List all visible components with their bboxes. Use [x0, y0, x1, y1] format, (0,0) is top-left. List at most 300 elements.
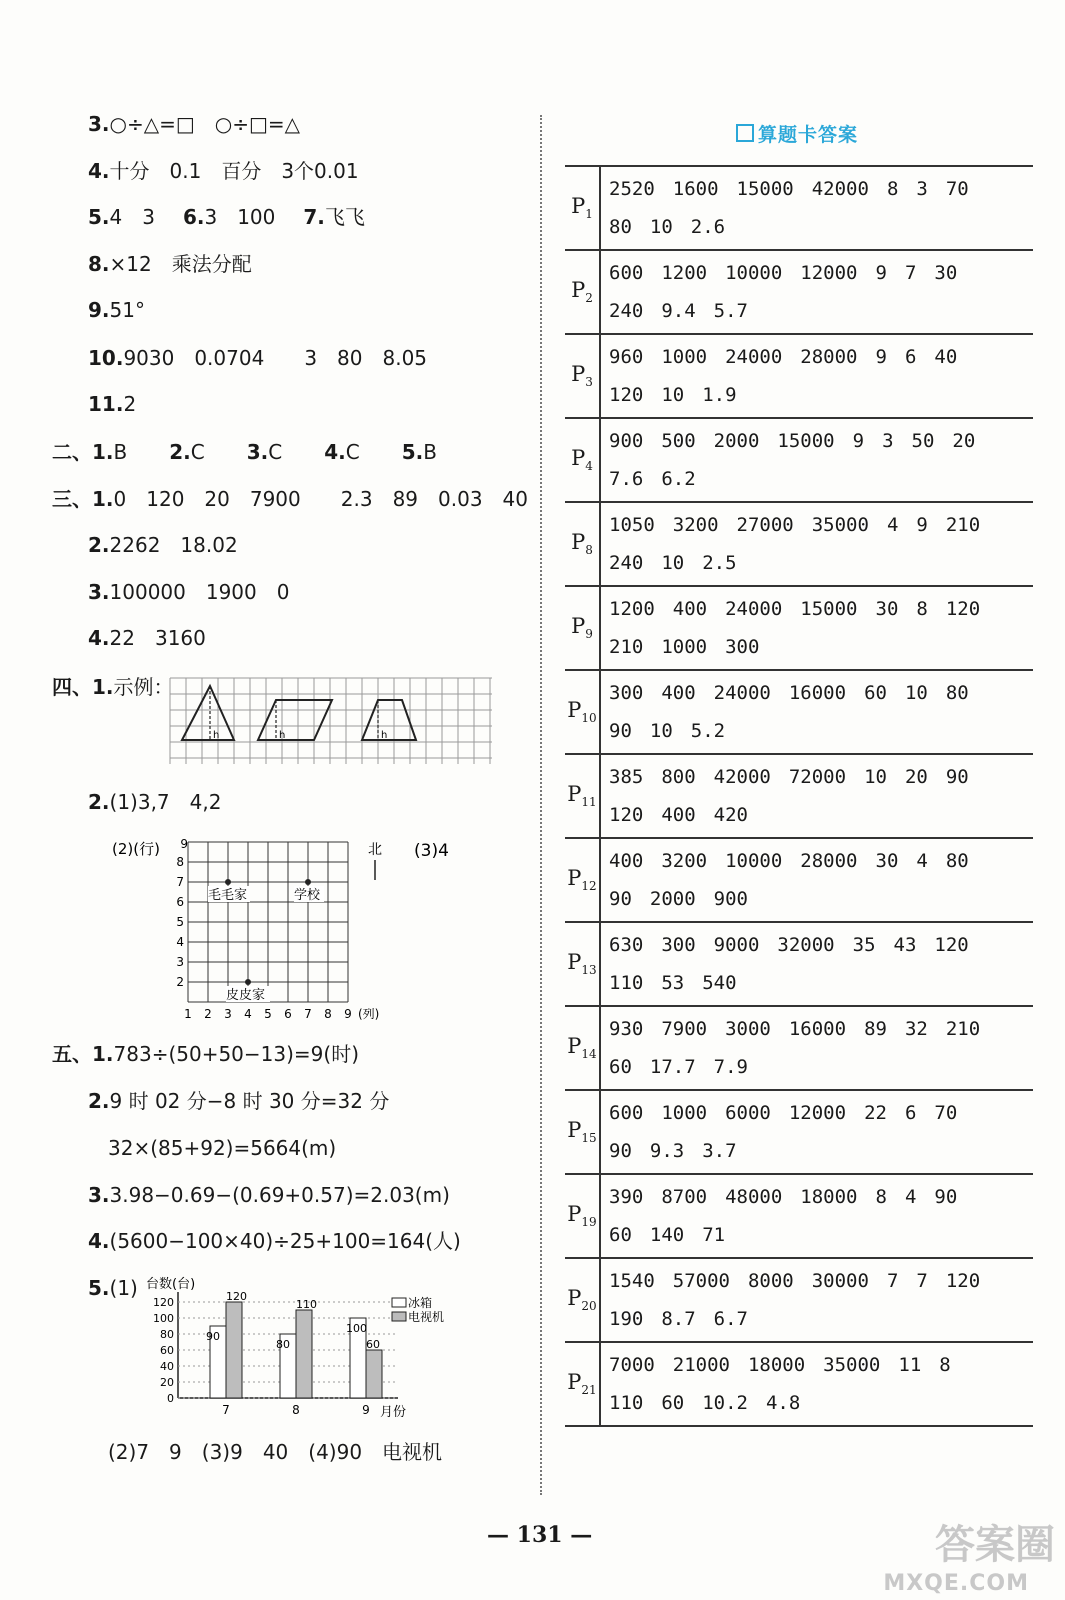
answer-value: 9 — [875, 346, 887, 368]
section-5-answer-3: 3.3.98−0.69−(0.69+0.57)=2.03(m) — [88, 1183, 450, 1207]
answer-value: 42000 — [811, 178, 869, 200]
svg-text:6: 6 — [284, 1007, 292, 1021]
answer-10: 10.9030 0.0704 3 80 8.05 — [88, 346, 428, 370]
values-line — [609, 376, 1033, 414]
answer-value: 4 — [886, 514, 899, 536]
answer-value: 10 — [649, 720, 673, 742]
answer-value: 10000 — [725, 262, 783, 284]
answer-value: 15000 — [800, 598, 858, 620]
answer-value: 35 — [852, 934, 876, 956]
values-line — [609, 1094, 1033, 1132]
answer-value: 18000 — [747, 1354, 806, 1376]
answer-value: 4 — [904, 1186, 917, 1208]
answer-row — [565, 1174, 1033, 1258]
page-label — [565, 1090, 600, 1174]
values-line — [609, 1300, 1033, 1338]
answer-value: 70 — [945, 178, 969, 200]
answer-value: 120 — [934, 934, 969, 956]
answer-value: 28000 — [800, 850, 858, 872]
section-5-answer-5-rest: (2)7 9 (3)9 40 (4)90 电视机 — [108, 1440, 443, 1464]
answer-value: 5.7 — [713, 300, 748, 322]
answer-values — [600, 418, 1033, 502]
answer-values — [600, 334, 1033, 418]
bar-chart — [140, 1272, 470, 1422]
answer-value: 9.4 — [661, 300, 696, 322]
answer-row — [565, 418, 1033, 502]
answer-value: 22 — [864, 1102, 887, 1124]
answer-value: 24000 — [725, 346, 783, 368]
answer-value: 27000 — [736, 514, 794, 536]
page-num: 14 — [581, 1047, 597, 1062]
svg-text:7: 7 — [176, 875, 184, 889]
answer-values — [600, 1174, 1033, 1258]
answer-value: 80 — [945, 682, 969, 704]
answer-value: 60 — [609, 1056, 632, 1078]
answer-value: 1600 — [672, 178, 719, 200]
answer-values — [600, 1006, 1033, 1090]
svg-text:6: 6 — [176, 895, 184, 909]
answer-value: 500 — [661, 430, 696, 452]
svg-text:5: 5 — [264, 1007, 272, 1021]
answer-value: 7 — [916, 1270, 928, 1292]
page-num: 19 — [581, 1215, 597, 1230]
bars — [206, 1290, 382, 1398]
answer-value: 3 — [882, 430, 894, 452]
bar-tv-9 — [366, 1350, 382, 1398]
answer-row — [565, 250, 1033, 334]
north-label: 北 — [368, 842, 382, 858]
page-num: 4 — [585, 459, 593, 474]
answer-value: 110 — [609, 972, 644, 994]
answer-value: 20 — [904, 766, 928, 788]
values-line — [609, 964, 1033, 1002]
answer-value: 6.7 — [713, 1308, 748, 1330]
answer-value: 53 — [661, 972, 685, 994]
y-tick-label: 120 — [153, 1296, 174, 1309]
answer-value: 50 — [911, 430, 935, 452]
point-pipi — [245, 979, 251, 985]
answer-value: 1540 — [609, 1270, 655, 1292]
section-3-answer-2: 2.2262 18.02 — [88, 533, 238, 557]
page-letter: P — [567, 1202, 582, 1227]
page-num: 20 — [581, 1299, 597, 1314]
answer-value: 390 — [609, 1186, 644, 1208]
answer-value: 8 — [875, 1186, 887, 1208]
answer-value: 40 — [934, 346, 958, 368]
page-label — [565, 166, 600, 250]
answer-card-table — [565, 165, 1033, 1427]
answer-value: 3.7 — [702, 1140, 737, 1162]
legend-swatch-tv — [392, 1312, 406, 1321]
values-line — [609, 338, 1033, 376]
answer-value: 120 — [609, 384, 644, 406]
answer-value: 10 — [661, 552, 685, 574]
shapes-grid-figure — [166, 672, 496, 770]
answer-card-title: 算题卡答案 — [736, 120, 858, 147]
page-letter: P — [567, 1370, 582, 1395]
answer-value: 6 — [904, 346, 917, 368]
answer-value: 1050 — [609, 514, 655, 536]
answer-5-6-7: 5.4 3 6.3 100 7.飞飞 — [88, 205, 365, 229]
section-5-answer-2: 2.9 时 02 分−8 时 30 分=32 分 — [88, 1089, 390, 1113]
coord-y-ticks — [176, 837, 188, 989]
answer-value: 1200 — [661, 262, 708, 284]
svg-text:4: 4 — [244, 1007, 252, 1021]
svg-text:9: 9 — [180, 837, 188, 851]
values-line — [609, 1384, 1033, 1422]
answer-value: 24000 — [725, 598, 783, 620]
chart-x-label: 月份 — [380, 1405, 407, 1420]
values-line — [609, 590, 1033, 628]
answer-value: 120 — [945, 598, 981, 620]
legend-fridge: 冰箱 — [408, 1296, 433, 1310]
answer-value: 89 — [864, 1018, 887, 1040]
place-school: 学校 — [294, 888, 321, 903]
y-tick-label: 20 — [160, 1376, 174, 1389]
answer-value: 1.9 — [702, 384, 737, 406]
values-line — [609, 842, 1033, 880]
answer-row — [565, 922, 1033, 1006]
page-letter: P — [567, 950, 582, 975]
answer-value: 3000 — [725, 1018, 771, 1040]
answer-value: 43 — [893, 934, 917, 956]
answer-value: 7.9 — [713, 1056, 748, 1078]
bar-data-label: 60 — [366, 1338, 380, 1351]
answer-3: 3.○÷△=□ ○÷□=△ — [88, 112, 301, 136]
answer-value: 2.5 — [702, 552, 737, 574]
answer-value: 630 — [609, 934, 644, 956]
page-letter: P — [571, 614, 586, 639]
page-num: 11 — [581, 795, 597, 810]
answer-value: 60 — [864, 682, 887, 704]
answer-value: 32 — [904, 1018, 928, 1040]
answer-value: 10 — [864, 766, 887, 788]
answer-row — [565, 1342, 1033, 1426]
page-letter: P — [571, 362, 586, 387]
page-num: 12 — [581, 879, 597, 894]
answer-value: 7000 — [609, 1354, 655, 1376]
answer-value: 2520 — [609, 178, 655, 200]
bar-tv-8 — [296, 1310, 312, 1398]
page-label — [565, 1174, 600, 1258]
page-label — [565, 670, 600, 754]
x-tick-labels — [222, 1403, 370, 1417]
values-line — [609, 254, 1033, 292]
y-tick-label: 100 — [153, 1312, 174, 1325]
page-num: 21 — [581, 1383, 597, 1398]
col-axis-label: (列) — [358, 1007, 380, 1021]
section-3-answer-4: 4.22 3160 — [88, 626, 206, 650]
answer-value: 9 — [875, 262, 887, 284]
watermark-url: MXQE.COM — [883, 1571, 1029, 1596]
answer-values — [600, 838, 1033, 922]
answer-value: 8.7 — [661, 1308, 696, 1330]
answer-value: 5.2 — [690, 720, 726, 742]
height-label-2: h — [279, 730, 286, 741]
page-num: 3 — [585, 375, 593, 390]
answer-value: 28000 — [800, 346, 858, 368]
answer-value: 9.3 — [649, 1140, 685, 1162]
answer-value: 1000 — [661, 346, 708, 368]
answer-value: 8 — [916, 598, 928, 620]
answer-value: 70 — [934, 1102, 958, 1124]
answer-value: 10.2 — [702, 1392, 748, 1414]
title-box-icon — [736, 124, 754, 142]
page-letter: P — [567, 1286, 582, 1311]
answer-value: 12000 — [788, 1102, 847, 1124]
answer-value: 90 — [934, 1186, 958, 1208]
answer-value: 210 — [945, 1018, 981, 1040]
answer-value: 8700 — [661, 1186, 708, 1208]
answer-value: 90 — [945, 766, 969, 788]
page-num: 2 — [585, 291, 593, 306]
values-line — [609, 170, 1033, 208]
values-line — [609, 506, 1033, 544]
answer-value: 16000 — [788, 682, 847, 704]
bar-data-label: 90 — [206, 1330, 220, 1343]
section-5-answer-1: 五、1.783÷(50+50−13)=9(时) — [52, 1042, 360, 1066]
page-label — [565, 586, 600, 670]
answer-value: 960 — [609, 346, 644, 368]
answer-row — [565, 1090, 1033, 1174]
answer-value: 140 — [649, 1224, 685, 1246]
answer-value: 540 — [702, 972, 737, 994]
svg-text:7: 7 — [304, 1007, 312, 1021]
answer-value: 2000 — [649, 888, 696, 910]
answer-value: 90 — [609, 720, 632, 742]
answer-value: 6 — [904, 1102, 917, 1124]
point-school — [305, 879, 311, 885]
page-letter: P — [567, 866, 582, 891]
page-label — [565, 418, 600, 502]
values-line — [609, 460, 1033, 498]
page-letter: P — [571, 446, 586, 471]
y-tick-label: 80 — [160, 1328, 174, 1341]
answer-value: 3200 — [661, 850, 708, 872]
answer-values — [600, 502, 1033, 586]
page-num: 10 — [581, 711, 597, 726]
answer-value: 20 — [952, 430, 976, 452]
sub-question-2-label: (2)(行) — [112, 840, 160, 858]
answer-value: 35000 — [811, 514, 869, 536]
trapezoid-shape — [362, 700, 416, 740]
section-2-answers: 二、1.B 2.C 3.C 4.C 5.B — [52, 440, 437, 464]
values-line — [609, 292, 1033, 330]
place-maomao-home: 毛毛家 — [208, 888, 248, 903]
page-letter: P — [567, 1118, 582, 1143]
y-tick-label: 40 — [160, 1360, 174, 1373]
values-line — [609, 712, 1033, 750]
svg-text:4: 4 — [176, 935, 184, 949]
values-line — [609, 544, 1033, 582]
section-5-answer-2b: 32×(85+92)=5664(m) — [108, 1136, 337, 1160]
answer-value: 800 — [661, 766, 696, 788]
answer-value: 10 — [649, 216, 673, 238]
bar-data-label: 110 — [296, 1298, 317, 1311]
answer-row — [565, 1006, 1033, 1090]
answer-value: 930 — [609, 1018, 644, 1040]
page-label — [565, 334, 600, 418]
page-num: 1 — [585, 207, 593, 222]
page-letter: P — [567, 698, 582, 723]
legend-swatch-fridge — [392, 1298, 406, 1307]
grid-lines — [170, 678, 492, 764]
answer-value: 400 — [661, 682, 696, 704]
answer-value: 21000 — [672, 1354, 730, 1376]
answer-value: 7 — [886, 1270, 899, 1292]
answer-value: 60 — [609, 1224, 632, 1246]
answer-value: 42000 — [713, 766, 771, 788]
answer-value: 12000 — [800, 262, 858, 284]
answer-value: 48000 — [725, 1186, 783, 1208]
answer-value: 600 — [609, 1102, 644, 1124]
answer-value: 385 — [609, 766, 644, 788]
answer-value: 120 — [609, 804, 644, 826]
answer-4: 4.十分 0.1 百分 3个0.01 — [88, 159, 359, 183]
answer-value: 7 — [904, 262, 917, 284]
values-line — [609, 1048, 1033, 1086]
answer-value: 32000 — [777, 934, 835, 956]
answer-value: 600 — [609, 262, 644, 284]
answer-value: 900 — [609, 430, 644, 452]
answer-row — [565, 586, 1033, 670]
page-label — [565, 838, 600, 922]
answer-value: 80 — [609, 216, 632, 238]
answer-value: 120 — [945, 1270, 981, 1292]
answer-value: 3200 — [672, 514, 719, 536]
answer-value: 7.6 — [609, 468, 644, 490]
answer-value: 4 — [916, 850, 928, 872]
section-4-answer-2: 2.(1)3,7 4,2 — [88, 790, 222, 814]
bar-data-label: 80 — [276, 1338, 290, 1351]
values-line — [609, 1010, 1033, 1048]
answer-value: 17.7 — [649, 1056, 696, 1078]
y-tick-label: 0 — [167, 1392, 174, 1405]
bar-tv-7 — [226, 1302, 242, 1398]
answer-value: 8 — [886, 178, 899, 200]
x-tick-label: 8 — [292, 1403, 300, 1417]
page-label — [565, 502, 600, 586]
answer-value: 900 — [713, 888, 748, 910]
svg-text:8: 8 — [324, 1007, 332, 1021]
answer-value: 240 — [609, 552, 644, 574]
answer-value: 1200 — [609, 598, 655, 620]
values-line — [609, 1178, 1033, 1216]
section-5-answer-4: 4.(5600−100×40)÷25+100=164(人) — [88, 1229, 461, 1253]
values-line — [609, 1132, 1033, 1170]
page-num: 15 — [581, 1131, 597, 1146]
values-line — [609, 208, 1033, 246]
page-letter: P — [571, 278, 586, 303]
values-line — [609, 926, 1033, 964]
svg-text:1: 1 — [184, 1007, 192, 1021]
answer-values — [600, 670, 1033, 754]
svg-text:5: 5 — [176, 915, 184, 929]
coord-x-ticks — [184, 1007, 352, 1021]
answer-value: 30 — [934, 262, 958, 284]
answer-value: 210 — [945, 514, 981, 536]
page-label — [565, 1258, 600, 1342]
page-letter: P — [571, 530, 586, 555]
answer-values — [600, 1258, 1033, 1342]
answer-value: 400 — [661, 804, 696, 826]
answer-value: 10000 — [725, 850, 783, 872]
page-label — [565, 1006, 600, 1090]
answer-value: 2000 — [713, 430, 760, 452]
answer-value: 60 — [661, 1392, 685, 1414]
answer-value: 30000 — [811, 1270, 869, 1292]
answer-value: 10 — [904, 682, 928, 704]
values-line — [609, 880, 1033, 918]
x-tick-label: 7 — [222, 1403, 230, 1417]
page-label — [565, 1342, 600, 1426]
answer-value: 80 — [945, 850, 969, 872]
bar-data-label: 100 — [346, 1322, 367, 1335]
answer-value: 72000 — [788, 766, 847, 788]
page-label — [565, 922, 600, 1006]
coord-grid-lines — [188, 842, 348, 1002]
legend-tv: 电视机 — [408, 1310, 445, 1324]
answer-value: 300 — [609, 682, 644, 704]
svg-text:2: 2 — [176, 975, 184, 989]
chart-y-label: 台数(台) — [146, 1277, 196, 1292]
section-4-answer-1: 四、1.示例： — [52, 675, 174, 699]
answer-value: 420 — [713, 804, 748, 826]
answer-value: 71 — [702, 1224, 726, 1246]
answer-row — [565, 838, 1033, 922]
page-number: — 131 — — [487, 1522, 593, 1548]
height-label-1: h — [213, 730, 220, 741]
svg-text:2: 2 — [204, 1007, 212, 1021]
x-tick-label: 9 — [362, 1403, 370, 1417]
answer-values — [600, 754, 1033, 838]
page-label — [565, 250, 600, 334]
answer-value: 30 — [875, 850, 899, 872]
place-pipi-home: 皮皮家 — [226, 988, 266, 1003]
values-line — [609, 758, 1033, 796]
answer-value: 15000 — [777, 430, 835, 452]
answer-value: 7900 — [661, 1018, 708, 1040]
answer-9: 9.51° — [88, 298, 145, 322]
answer-value: 9000 — [713, 934, 760, 956]
section-3-answer-3: 3.100000 1900 0 — [88, 580, 290, 604]
svg-text:3: 3 — [176, 955, 184, 969]
answer-values — [600, 922, 1033, 1006]
page-label — [565, 754, 600, 838]
answer-value: 400 — [609, 850, 644, 872]
bar-data-label: 120 — [226, 1290, 247, 1303]
answer-row — [565, 166, 1033, 250]
values-line — [609, 628, 1033, 666]
sub-question-3-answer: (3)4 — [414, 841, 449, 861]
svg-text:9: 9 — [344, 1007, 352, 1021]
page-num: 9 — [585, 627, 593, 642]
answer-8: 8.×12 乘法分配 — [88, 252, 252, 276]
answer-value: 300 — [725, 636, 760, 658]
answer-value: 15000 — [736, 178, 794, 200]
y-tick-label: 60 — [160, 1344, 174, 1357]
answer-value: 240 — [609, 300, 644, 322]
answer-value: 57000 — [672, 1270, 730, 1292]
answer-row — [565, 502, 1033, 586]
answer-value: 400 — [672, 598, 708, 620]
answer-values — [600, 1342, 1033, 1426]
answer-value: 190 — [609, 1308, 644, 1330]
answer-value: 11 — [898, 1354, 922, 1376]
answer-row — [565, 1258, 1033, 1342]
height-label-3: h — [381, 730, 388, 741]
answer-values — [600, 586, 1033, 670]
